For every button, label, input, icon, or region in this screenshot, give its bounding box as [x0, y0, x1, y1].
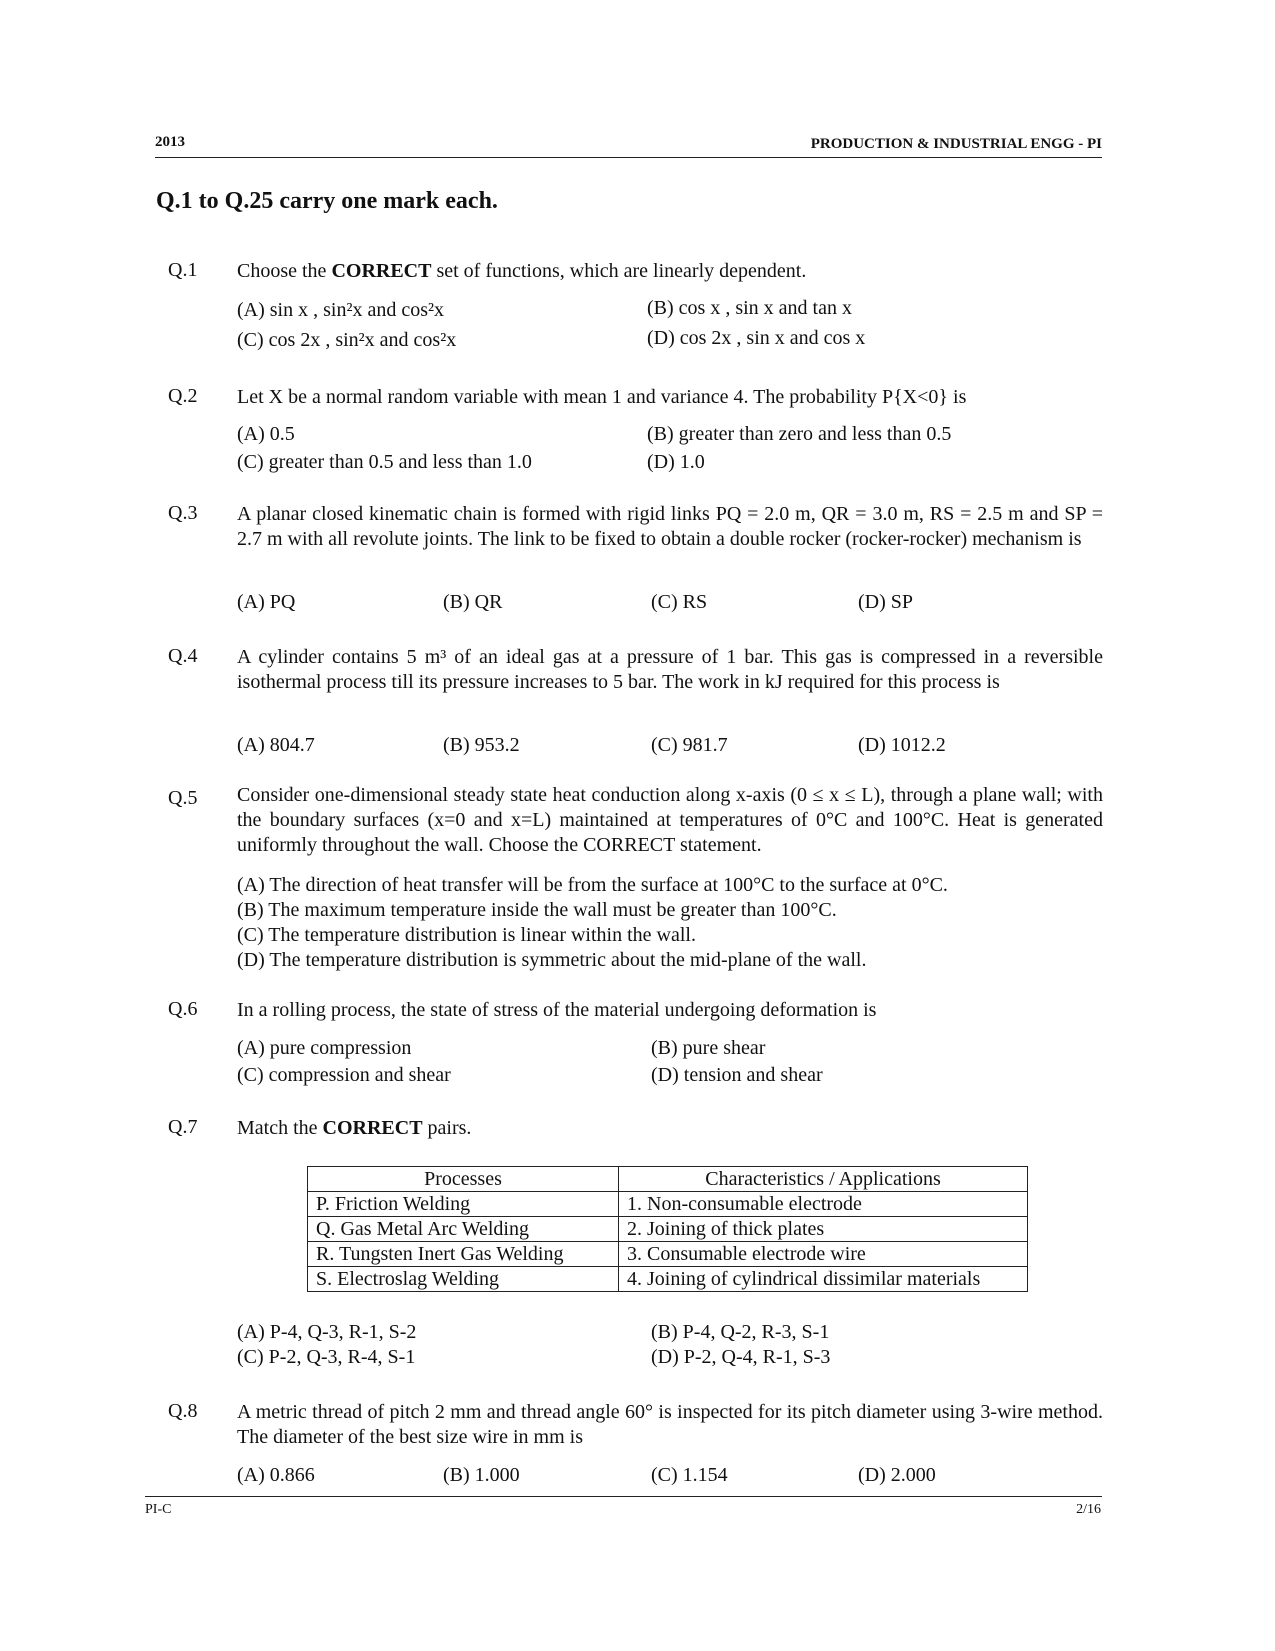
q1-option-a[interactable]: (A) sin x , sin²x and cos²x — [237, 299, 444, 321]
q1-option-d[interactable]: (D) cos 2x , sin x and cos x — [647, 327, 866, 349]
q5-text: Consider one-dimensional steady state heat conduction along x-axis (0 ≤ x ≤ L), through a plane wall; with the boundary surfaces (x=0 and x=L) maintained at temperatures of 0°C and 100°C. Heat is generated uniformly throughout the wall. Choose the CORRECT statement. — [237, 784, 1103, 856]
q5-number: Q.5 — [168, 787, 198, 809]
q6-option-d[interactable]: (D) tension and shear — [651, 1064, 823, 1086]
q8-number: Q.8 — [168, 1400, 198, 1422]
q6-text: In a rolling process, the state of stress of the material undergoing deformation is — [237, 999, 877, 1021]
paper-code: PI-C — [145, 1502, 172, 1517]
q2-number: Q.2 — [168, 385, 198, 407]
exam-year: 2013 — [155, 134, 185, 150]
q3-option-a[interactable]: (A) PQ — [237, 591, 296, 613]
table-cell: Q. Gas Metal Arc Welding — [308, 1217, 619, 1242]
q2-option-c[interactable]: (C) greater than 0.5 and less than 1.0 — [237, 451, 532, 473]
q4-text: A cylinder contains 5 m³ of an ideal gas at a pressure of 1 bar. This gas is compressed in a reversible isothermal process till its pressure increases to 5 bar. The work in kJ required for this process is — [237, 646, 1103, 693]
subject-title: PRODUCTION & INDUSTRIAL ENGG - PI — [810, 136, 1102, 152]
table-row — [308, 1192, 1028, 1217]
q2-option-b[interactable]: (B) greater than zero and less than 0.5 — [647, 423, 952, 445]
q2-option-a[interactable]: (A) 0.5 — [237, 423, 295, 445]
q2-option-d[interactable]: (D) 1.0 — [647, 451, 705, 473]
q3-option-c[interactable]: (C) RS — [651, 591, 708, 613]
table-cell: 4. Joining of cylindrical dissimilar materials — [619, 1267, 1028, 1292]
q7-option-d[interactable]: (D) P-2, Q-4, R-1, S-3 — [651, 1346, 831, 1368]
q5-option-a[interactable]: (A) The direction of heat transfer will be from the surface at 100°C to the surface at 0°C. — [237, 874, 948, 896]
table-cell: S. Electroslag Welding — [308, 1267, 619, 1292]
q3-option-b[interactable]: (B) QR — [443, 591, 503, 613]
q7-option-a[interactable]: (A) P-4, Q-3, R-1, S-2 — [237, 1321, 417, 1343]
footer-rule — [145, 1496, 1102, 1497]
q1-number: Q.1 — [168, 259, 198, 281]
q5-option-b[interactable]: (B) The maximum temperature inside the wall must be greater than 100°C. — [237, 899, 837, 921]
q5-option-d[interactable]: (D) The temperature distribution is symmetric about the mid-plane of the wall. — [237, 949, 867, 971]
q1-option-b[interactable]: (B) cos x , sin x and tan x — [647, 297, 852, 319]
q8-option-a[interactable]: (A) 0.866 — [237, 1464, 315, 1486]
q2-text: Let X be a normal random variable with mean 1 and variance 4. The probability P{X<0} is — [237, 386, 967, 408]
table-cell: 2. Joining of thick plates — [619, 1217, 1028, 1242]
q7-option-b[interactable]: (B) P-4, Q-2, R-3, S-1 — [651, 1321, 830, 1343]
q8-text: A metric thread of pitch 2 mm and thread angle 60° is inspected for its pitch diameter using 3-wire method. The diameter of the best size wire in mm is — [237, 1401, 1103, 1448]
q4-number: Q.4 — [168, 645, 198, 667]
match-table-header — [308, 1167, 1028, 1192]
table-cell: R. Tungsten Inert Gas Welding — [308, 1242, 619, 1267]
page-number: 2/16 — [1076, 1502, 1101, 1517]
q8-option-b[interactable]: (B) 1.000 — [443, 1464, 520, 1486]
q1-option-c[interactable]: (C) cos 2x , sin²x and cos²x — [237, 329, 457, 351]
q5-option-c[interactable]: (C) The temperature distribution is linear within the wall. — [237, 924, 696, 946]
q4-option-c[interactable]: (C) 981.7 — [651, 734, 728, 756]
table-cell: P. Friction Welding — [308, 1192, 619, 1217]
q6-option-c[interactable]: (C) compression and shear — [237, 1064, 451, 1086]
table-row — [308, 1242, 1028, 1267]
table-cell: 1. Non-consumable electrode — [619, 1192, 1028, 1217]
q7-text: Match the CORRECT pairs. — [237, 1117, 472, 1139]
table-cell: 3. Consumable electrode wire — [619, 1242, 1028, 1267]
q7-option-c[interactable]: (C) P-2, Q-3, R-4, S-1 — [237, 1346, 416, 1368]
q3-text: A planar closed kinematic chain is formed with rigid links PQ = 2.0 m, QR = 3.0 m, RS = 2.5 m and SP = 2.7 m with all revolute joints. The link to be fixed to obtain a double rocker (rocker-rocker) mechanism is — [237, 503, 1103, 550]
column-header: Characteristics / Applications — [619, 1167, 1028, 1192]
match-table — [307, 1166, 1028, 1292]
q7-number: Q.7 — [168, 1116, 198, 1138]
column-header: Processes — [308, 1167, 619, 1192]
table-row — [308, 1267, 1028, 1292]
q4-option-d[interactable]: (D) 1012.2 — [858, 734, 946, 756]
q4-option-b[interactable]: (B) 953.2 — [443, 734, 520, 756]
table-row — [308, 1217, 1028, 1242]
q1-text: Choose the CORRECT set of functions, which are linearly dependent. — [237, 260, 807, 282]
header-rule — [155, 157, 1102, 158]
q4-option-a[interactable]: (A) 804.7 — [237, 734, 315, 756]
q6-option-a[interactable]: (A) pure compression — [237, 1037, 412, 1059]
q3-option-d[interactable]: (D) SP — [858, 591, 914, 613]
q8-option-d[interactable]: (D) 2.000 — [858, 1464, 936, 1486]
q8-option-c[interactable]: (C) 1.154 — [651, 1464, 728, 1486]
q6-number: Q.6 — [168, 998, 198, 1020]
q3-number: Q.3 — [168, 502, 198, 524]
section-title: Q.1 to Q.25 carry one mark each. — [156, 188, 498, 214]
q6-option-b[interactable]: (B) pure shear — [651, 1037, 766, 1059]
